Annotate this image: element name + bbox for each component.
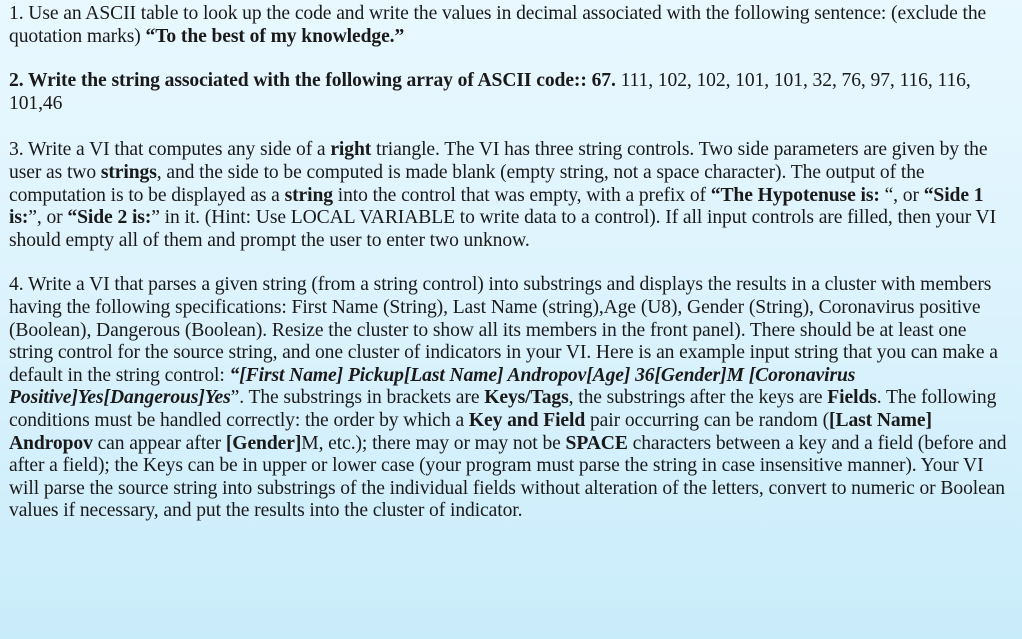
- question-4-text-segment: . The following conditions must be handled correctly: the order by which a: [9, 387, 997, 431]
- question-4: [9, 274, 1012, 523]
- question-4-text-segment: [Gender]: [225, 432, 302, 454]
- question-2: [9, 70, 1012, 115]
- question-1-text-segment: “To the best of my knowledge.”: [145, 25, 405, 47]
- question-3-text-segment: ” in it. (Hint: Use LOCAL VARIABLE to write data to a control). If all input controls are filled, then your VI should empty all of them and prompt the user to enter two unknow.: [9, 207, 997, 251]
- question-4-text-segment: Keys/Tags: [484, 387, 569, 409]
- question-3-text-segment: ”, or: [28, 207, 68, 229]
- question-4-text-segment: Fields: [827, 387, 877, 409]
- question-3-text-segment: “Side 2 is:: [67, 207, 152, 229]
- question-2-text-segment: 2. Write the string associated with the following array of ASCII code:: 67.: [9, 70, 621, 92]
- question-3-text-segment: , and the side to be computed is made blank (empty string, not a space character). The output of the computation is to be displayed as a: [9, 161, 925, 206]
- question-4-text-segment: 4. Write a VI that parses a given string (from a string control) into substrings and displays the results in a cluster with members having the following specifications: First Name (String), Last Name (string),Age (U8), Gender (String), Coronavirus positive (Boolean), Dangerous (Boolean). Resize the cluster to show all its members in the front panel). There should be at least one string control for the source string, and one cluster of indicators in your VI. Here is an example input string that you can make a default in the string control:: [9, 274, 998, 386]
- question-3-text-segment: strings: [100, 161, 157, 183]
- question-3-text-segment: “, or: [884, 184, 924, 206]
- question-4-text-segment: M, etc.); there may or may not be: [301, 432, 566, 454]
- question-3-text-segment: 3. Write a VI that computes any side of a: [9, 139, 331, 161]
- question-3-text-segment: triangle. The VI has three string controls. Two side parameters are given by the user as two: [9, 139, 988, 183]
- question-4-text-segment: ”. The substrings in brackets are: [230, 387, 485, 409]
- question-1: [9, 3, 1012, 48]
- question-3-text-segment: “Side 1 is:: [9, 184, 984, 229]
- question-4-text-segment: Key and Field: [468, 409, 586, 431]
- question-3: [9, 139, 1012, 252]
- question-3-text-segment: string: [284, 184, 333, 206]
- question-3-text-segment: right: [330, 139, 372, 161]
- question-4-text-segment: [Last Name] Andropov: [9, 409, 932, 454]
- question-4-text-segment: characters between a key and a field (before and after a field); the Keys can be in upper or lower case (your program must parse the string in case insensitive manner). Your VI will parse the source string into substrings of the individual fields without alteration of the letters, convert to numeric or Boolean values if necessary, and put the results into the cluster of indicator.: [9, 432, 1007, 522]
- question-4-text-segment: , the substrings after the keys are: [568, 387, 828, 409]
- question-4-text-segment: “[First Name] Pickup[Last Name] Andropov[Age] 36[Gender]M [Coronavirus Positive]Yes[Dangerous]Yes: [9, 364, 856, 409]
- question-4-text-segment: pair occurring can be random (: [585, 409, 830, 431]
- question-4-text-segment: SPACE: [565, 432, 628, 454]
- question-4-text-segment: can appear after: [92, 432, 226, 454]
- question-3-text-segment: “The Hypotenuse is:: [710, 184, 885, 206]
- question-2-text-segment: 111, 102, 102, 101, 101, 32, 76, 97, 116, 116, 101,46: [9, 70, 971, 114]
- question-3-text-segment: into the control that was empty, with a prefix of: [332, 184, 711, 206]
- question-1-text-segment: 1. Use an ASCII table to look up the code and write the values in decimal associated with the following sentence: (exclude the quotation marks): [9, 3, 987, 47]
